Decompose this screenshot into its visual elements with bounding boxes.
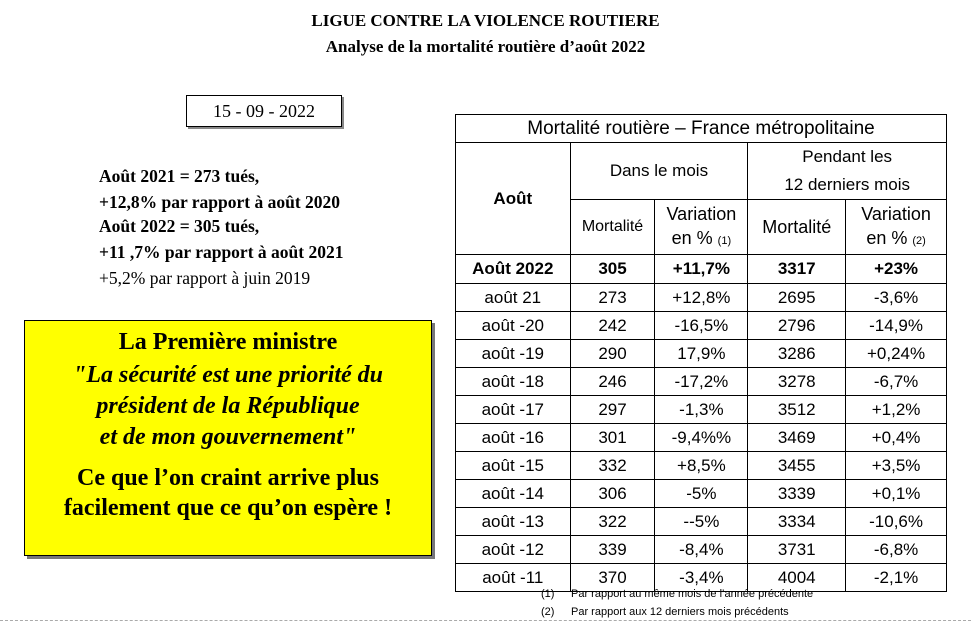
footnote-num: (1): [541, 588, 555, 600]
stat-line-4: +11 ,7% par rapport à août 2021: [99, 242, 344, 262]
quote-title: La Première ministre: [118, 329, 338, 355]
page-divider: [0, 620, 971, 621]
table-row: [456, 424, 947, 452]
table-cell: août 21: [456, 284, 571, 312]
table-row: [456, 536, 947, 564]
footnote-2: [541, 606, 789, 618]
table-row: [456, 340, 947, 368]
footnote-text: Par rapport au même mois de l’année précédente: [571, 588, 814, 600]
table-cell: août -15: [456, 452, 571, 480]
table-row: [456, 452, 947, 480]
table-cell: 3286: [748, 340, 846, 368]
table-cell: Août 2022: [456, 255, 571, 284]
table-cell: +0,4%: [846, 424, 947, 452]
date-box: 15 - 09 - 2022: [186, 95, 342, 127]
table-cell: -14,9%: [846, 312, 947, 340]
table-cell: -5%: [655, 480, 748, 508]
table-cell: -3,6%: [846, 284, 947, 312]
quote-line: et de mon gouvernement": [99, 424, 357, 450]
table-cell: -3,4%: [655, 564, 748, 592]
table-cell: -10,6%: [846, 508, 947, 536]
table-row: [456, 396, 947, 424]
table-cell: août -11: [456, 564, 571, 592]
table-cell: août -19: [456, 340, 571, 368]
footnote-1: [541, 588, 813, 600]
header-12-line2: 12 derniers mois: [784, 175, 910, 194]
quote-text: [25, 360, 431, 453]
table-cell: août -18: [456, 368, 571, 396]
table-row: [456, 480, 947, 508]
table-row: [456, 284, 947, 312]
stat-line-2: +12,8% par rapport à août 2020: [99, 192, 341, 212]
table-cell: +12,8%: [655, 284, 748, 312]
table-cell: 273: [570, 284, 655, 312]
table-cell: -1,3%: [655, 396, 748, 424]
mortality-table: [455, 114, 947, 592]
header-12-mois: [748, 143, 947, 200]
table-cell: 370: [570, 564, 655, 592]
table-cell: 2796: [748, 312, 846, 340]
header-note-ref: (2): [912, 234, 926, 247]
stat-line-3: Août 2022 = 305 tués,: [99, 216, 260, 236]
header-aout: Août: [456, 143, 571, 255]
table-cell: --5%: [655, 508, 748, 536]
saying-line: facilement que ce qu’on espère !: [63, 495, 393, 521]
table-cell: 17,9%: [655, 340, 748, 368]
header-variation: [655, 200, 748, 255]
table-cell: 2695: [748, 284, 846, 312]
table-cell: 3469: [748, 424, 846, 452]
table-cell: 3731: [748, 536, 846, 564]
table-cell: -6,7%: [846, 368, 947, 396]
table-cell: 3334: [748, 508, 846, 536]
table-cell: 3512: [748, 396, 846, 424]
table-row: [456, 368, 947, 396]
header-12-line1: Pendant les: [802, 147, 893, 166]
table-body: [456, 255, 947, 592]
table-cell: +0,24%: [846, 340, 947, 368]
page-subtitle: Analyse de la mortalité routière d’août 2022: [325, 37, 646, 56]
table-cell: +11,7%: [655, 255, 748, 284]
table-cell: +3,5%: [846, 452, 947, 480]
footnote-text: Par rapport aux 12 derniers mois précédents: [571, 606, 789, 618]
table-cell: août -20: [456, 312, 571, 340]
header-dans-le-mois: Dans le mois: [570, 143, 748, 200]
table-cell: +8,5%: [655, 452, 748, 480]
table-row: [456, 312, 947, 340]
table-cell: -2,1%: [846, 564, 947, 592]
table-cell: 246: [570, 368, 655, 396]
table-cell: -6,8%: [846, 536, 947, 564]
table-cell: 290: [570, 340, 655, 368]
header-mortalite-12: Mortalité: [748, 200, 846, 255]
header-variation-label: Variation: [666, 203, 737, 224]
header-note-ref: (1): [717, 234, 732, 247]
page-title: LIGUE CONTRE LA VIOLENCE ROUTIERE: [311, 11, 660, 30]
table-cell: août -14: [456, 480, 571, 508]
table-cell: 4004: [748, 564, 846, 592]
table-cell: 332: [570, 452, 655, 480]
table-cell: 242: [570, 312, 655, 340]
table-cell: -8,4%: [655, 536, 748, 564]
table-cell: -9,4%%: [655, 424, 748, 452]
table-cell: août -13: [456, 508, 571, 536]
table-cell: 3278: [748, 368, 846, 396]
quote-box: [24, 320, 432, 556]
table-row: [456, 255, 947, 284]
table-cell: 339: [570, 536, 655, 564]
table-cell: +23%: [846, 255, 947, 284]
table-cell: 301: [570, 424, 655, 452]
table-cell: 3317: [748, 255, 846, 284]
header-en-pct: en %: [866, 227, 908, 248]
table-cell: 297: [570, 396, 655, 424]
table-cell: août -12: [456, 536, 571, 564]
quote-line: président de la République: [96, 393, 360, 419]
table-cell: août -16: [456, 424, 571, 452]
header-variation-label: Variation: [861, 203, 931, 224]
table-cell: -17,2%: [655, 368, 748, 396]
table-row: [456, 508, 947, 536]
stat-line-1: Août 2021 = 273 tués,: [99, 166, 260, 186]
saying-text: [25, 463, 431, 523]
header-en-pct: en %: [671, 227, 713, 248]
table-cell: 305: [570, 255, 655, 284]
footnote-num: (2): [541, 606, 555, 618]
quote-line: "La sécurité est une priorité du: [73, 362, 383, 388]
saying-line: Ce que l’on craint arrive plus: [77, 465, 379, 491]
table-cell: 3455: [748, 452, 846, 480]
table-cell: 322: [570, 508, 655, 536]
table-cell: 306: [570, 480, 655, 508]
table-cell: 3339: [748, 480, 846, 508]
header-mortalite: Mortalité: [570, 200, 655, 255]
stat-line-5: +5,2% par rapport à juin 2019: [99, 268, 311, 288]
table-cell: août -17: [456, 396, 571, 424]
table-cell: +0,1%: [846, 480, 947, 508]
table-caption: Mortalité routière – France métropolitaine: [456, 115, 947, 143]
table-cell: +1,2%: [846, 396, 947, 424]
table-cell: -16,5%: [655, 312, 748, 340]
header-variation-12: [846, 200, 947, 255]
